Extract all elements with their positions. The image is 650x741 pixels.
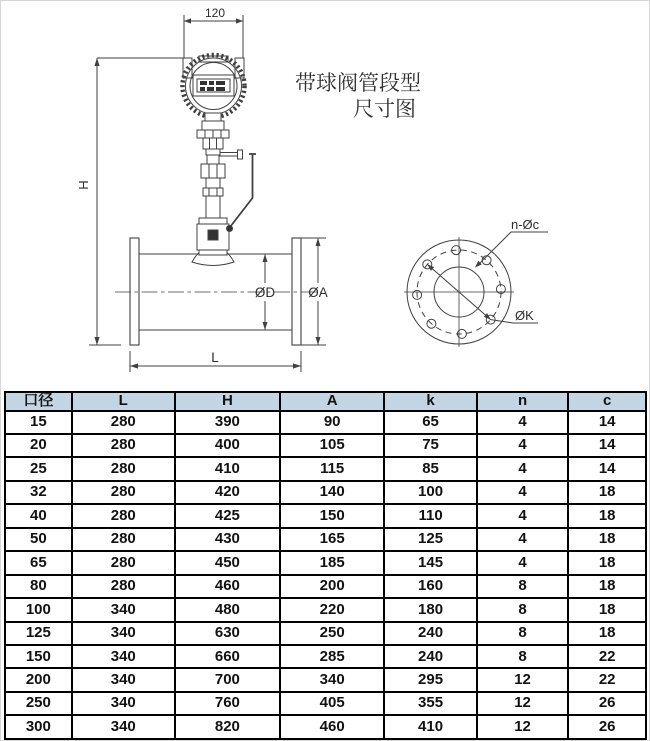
vent-lever (220, 153, 238, 157)
table-row (5, 715, 646, 739)
table-cell: 200 (5, 668, 72, 691)
table-cell: 14 (568, 434, 646, 457)
right-flange (292, 238, 301, 345)
column-header: 口径 (5, 392, 72, 411)
label-bolt-holes-nOc: n-Øc (511, 217, 540, 232)
column-header: A (280, 392, 384, 411)
table-cell: 405 (280, 692, 384, 715)
table-cell: 165 (280, 528, 384, 551)
table-cell: 4 (477, 434, 569, 457)
dim-label-L: L (211, 350, 219, 365)
table-cell: 340 (280, 668, 384, 691)
table-cell: 430 (175, 528, 280, 551)
table-cell: 280 (72, 481, 175, 504)
table-cell: 820 (175, 715, 280, 739)
table-cell: 280 (72, 411, 175, 434)
table-cell: 32 (5, 481, 72, 504)
table-cell: 75 (384, 434, 476, 457)
table-row (5, 598, 646, 621)
table-cell: 280 (72, 551, 175, 574)
table-cell: 390 (175, 411, 280, 434)
spec-table (4, 391, 647, 740)
table-cell: 480 (175, 598, 280, 621)
table-cell: 18 (568, 575, 646, 598)
dimension-length (130, 350, 301, 372)
table-cell: 660 (175, 645, 280, 668)
table-cell: 12 (477, 715, 569, 739)
left-flange (130, 238, 139, 345)
table-cell: 85 (384, 457, 476, 480)
column-header: n (477, 392, 569, 411)
table-row (5, 481, 646, 504)
table-cell: 105 (280, 434, 384, 457)
column-header: L (72, 392, 175, 411)
table-cell: 90 (280, 411, 384, 434)
table-cell: 40 (5, 504, 72, 527)
table-cell: 80 (5, 575, 72, 598)
table-cell: 140 (280, 481, 384, 504)
table-cell: 65 (384, 411, 476, 434)
table-cell: 18 (568, 481, 646, 504)
table-cell: 22 (568, 668, 646, 691)
dimension-flange-diameter (301, 238, 328, 345)
table-cell: 18 (568, 622, 646, 645)
table-cell: 280 (72, 575, 175, 598)
title-line1: 带球阀管段型 (295, 72, 421, 95)
dim-label-OD: ØD (254, 285, 276, 300)
table-cell: 355 (384, 692, 476, 715)
meter-stem (197, 113, 243, 218)
table-row (5, 457, 646, 480)
table-cell: 14 (568, 411, 646, 434)
table-cell: 26 (568, 715, 646, 739)
table-cell: 12 (477, 692, 569, 715)
table-cell: 340 (72, 598, 175, 621)
flowmeter-head (183, 55, 245, 117)
table-cell: 280 (72, 457, 175, 480)
table-cell: 100 (5, 598, 72, 621)
table-cell: 4 (477, 528, 569, 551)
table-cell: 100 (384, 481, 476, 504)
table-cell: 115 (280, 457, 384, 480)
table-cell: 15 (5, 411, 72, 434)
technical-drawing (1, 1, 650, 391)
table-row (5, 504, 646, 527)
table-cell: 125 (5, 622, 72, 645)
table-cell: 150 (280, 504, 384, 527)
table-cell: 300 (5, 715, 72, 739)
table-cell: 340 (72, 715, 175, 739)
dim-label-120: 120 (204, 6, 226, 20)
table-cell: 25 (5, 457, 72, 480)
table-cell: 250 (280, 622, 384, 645)
table-cell: 4 (477, 411, 569, 434)
table-cell: 630 (175, 622, 280, 645)
table-cell: 8 (477, 575, 569, 598)
table-cell: 295 (384, 668, 476, 691)
table-cell: 12 (477, 668, 569, 691)
table-row (5, 575, 646, 598)
table-cell: 420 (175, 481, 280, 504)
table-row (5, 692, 646, 715)
table-cell: 460 (280, 715, 384, 739)
table-row (5, 668, 646, 691)
display-window (193, 75, 234, 96)
table-cell: 180 (384, 598, 476, 621)
table-row (5, 528, 646, 551)
table-cell: 340 (72, 645, 175, 668)
table-cell: 700 (175, 668, 280, 691)
valve-handle (230, 154, 256, 227)
column-header: c (568, 392, 646, 411)
table-row (5, 622, 646, 645)
label-bolt-circle-OK: ØK (515, 308, 534, 323)
dimension-top-width (184, 6, 243, 58)
column-header: H (175, 392, 280, 411)
drawing-title (295, 72, 421, 121)
table-cell: 150 (5, 645, 72, 668)
table-cell: 410 (175, 457, 280, 480)
table-cell: 14 (568, 457, 646, 480)
table-cell: 26 (568, 692, 646, 715)
flange-face-view (404, 217, 548, 347)
hex-nut (201, 164, 225, 178)
table-cell: 410 (384, 715, 476, 739)
table-cell: 280 (72, 528, 175, 551)
table-cell: 185 (280, 551, 384, 574)
table-cell: 8 (477, 645, 569, 668)
table-cell: 160 (384, 575, 476, 598)
table-cell: 340 (72, 668, 175, 691)
table-cell: 200 (280, 575, 384, 598)
column-header: k (384, 392, 476, 411)
table-cell: 8 (477, 598, 569, 621)
table-cell: 400 (175, 434, 280, 457)
table-cell: 220 (280, 598, 384, 621)
table-cell: 760 (175, 692, 280, 715)
table-cell: 460 (175, 575, 280, 598)
table-cell: 18 (568, 551, 646, 574)
table-cell: 8 (477, 622, 569, 645)
table-cell: 18 (568, 504, 646, 527)
table-cell: 18 (568, 528, 646, 551)
table-cell: 250 (5, 692, 72, 715)
table-cell: 340 (72, 622, 175, 645)
table-cell: 240 (384, 645, 476, 668)
dim-label-H: H (76, 180, 91, 190)
spec-table-body (5, 411, 646, 740)
valve-port-mark (208, 230, 218, 240)
table-cell: 145 (384, 551, 476, 574)
table-cell: 20 (5, 434, 72, 457)
table-row (5, 411, 646, 434)
table-row (5, 551, 646, 574)
spec-table-container (4, 391, 647, 740)
table-cell: 450 (175, 551, 280, 574)
table-cell: 280 (72, 504, 175, 527)
table-cell: 4 (477, 504, 569, 527)
title-line2: 尺寸图 (353, 98, 416, 121)
table-cell: 110 (384, 504, 476, 527)
table-cell: 425 (175, 504, 280, 527)
table-row (5, 645, 646, 668)
table-cell: 280 (72, 434, 175, 457)
table-cell: 22 (568, 645, 646, 668)
table-cell: 4 (477, 551, 569, 574)
handle-pivot (227, 226, 233, 232)
table-row (5, 434, 646, 457)
table-cell: 18 (568, 598, 646, 621)
table-cell: 240 (384, 622, 476, 645)
table-cell: 4 (477, 481, 569, 504)
table-cell: 285 (280, 645, 384, 668)
table-cell: 4 (477, 457, 569, 480)
table-cell: 125 (384, 528, 476, 551)
table-cell: 65 (5, 551, 72, 574)
spec-table-head-row (5, 392, 646, 411)
table-cell: 340 (72, 692, 175, 715)
table-cell: 50 (5, 528, 72, 551)
dimension-pipe-diameter (255, 254, 276, 330)
dim-label-OA: ØA (308, 285, 328, 300)
